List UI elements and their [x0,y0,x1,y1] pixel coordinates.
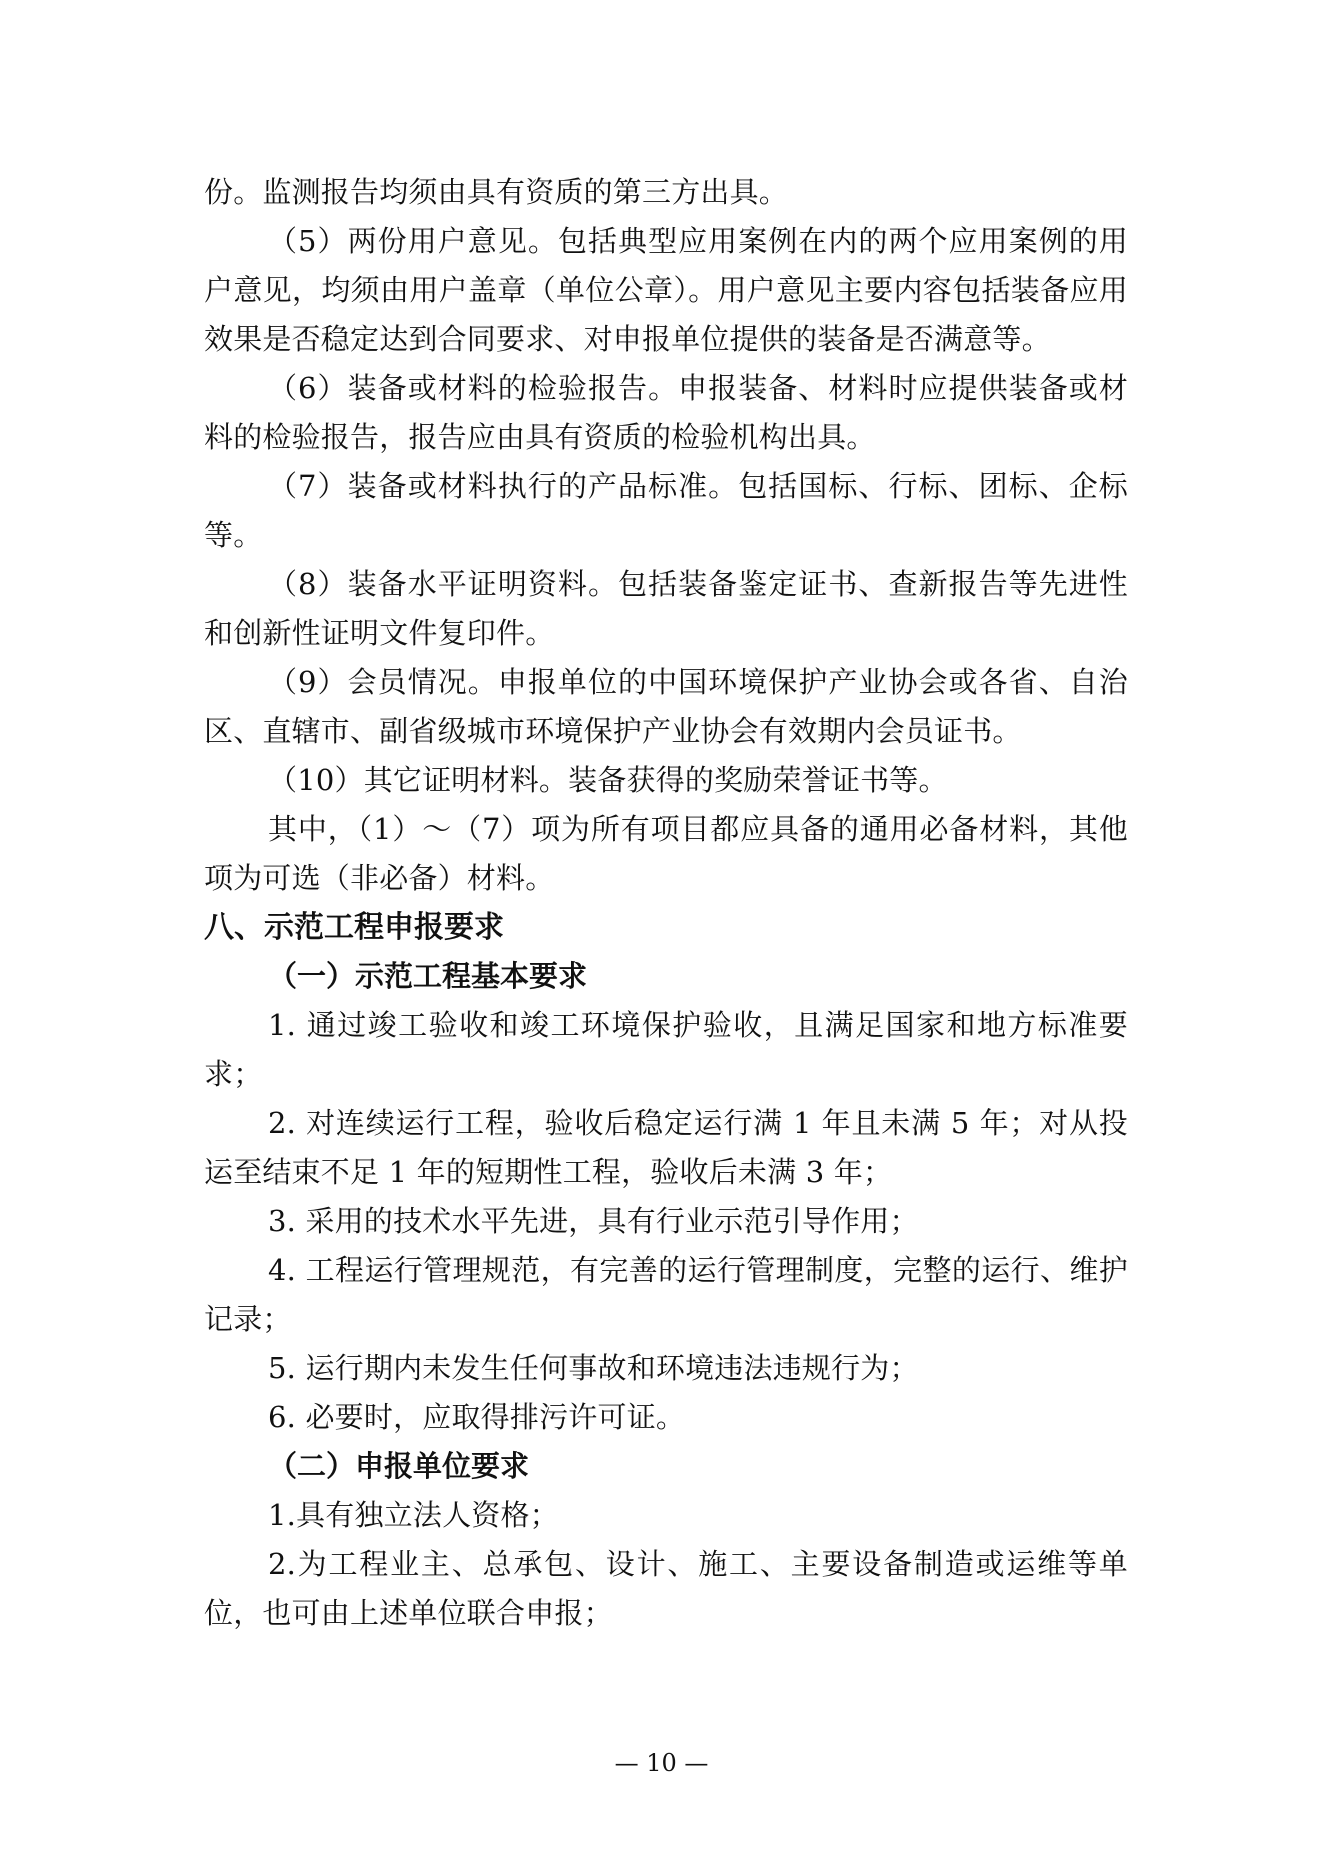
paragraph-item-10: （10）其它证明材料。装备获得的奖励荣誉证书等。 [268,763,948,797]
requirement-item: 4. 工程运行管理规范，有完善的运行管理制度，完整的运行、维护记录； [204,1253,1128,1336]
requirement-item: 2. 对连续运行工程，验收后稳定运行满 1 年且未满 5 年；对从投运至结束不足 1 年的短期性工程，验收后未满 3 年； [204,1106,1128,1189]
paragraph-item-8: （8）装备水平证明资料。包括装备鉴定证书、查新报告等先进性和创新性证明文件复印件。 [204,567,1128,650]
page-content [204,168,1128,1638]
page-number: — 10 — [614,1749,709,1777]
section-heading: 八、示范工程申报要求 [204,910,504,945]
subsection-heading-basic-requirements: （一）示范工程基本要求 [268,959,588,993]
applicant-requirement-item: 1.具有独立法人资格； [268,1498,559,1532]
paragraph-item-5: （5）两份用户意见。包括典型应用案例在内的两个应用案例的用户意见，均须由用户盖章（单位公章）。用户意见主要内容包括装备应用效果是否稳定达到合同要求、对申报单位提供的装备是否满意等。 [204,224,1128,356]
requirement-item: 3. 采用的技术水平先进，具有行业示范引导作用； [268,1204,919,1238]
paragraph-item-7: （7）装备或材料执行的产品标准。包括国标、行标、团标、企标等。 [204,469,1128,552]
requirement-item: 5. 运行期内未发生任何事故和环境违法违规行为； [268,1351,919,1385]
paragraph-item-6: （6）装备或材料的检验报告。申报装备、材料时应提供装备或材料的检验报告，报告应由具有资质的检验机构出具。 [204,371,1128,454]
requirement-item: 6. 必要时，应取得排污许可证。 [268,1400,686,1434]
subsection-heading-applicant-requirements: （二）申报单位要求 [268,1449,530,1483]
paragraph-summary: 其中，（1）～（7）项为所有项目都应具备的通用必备材料，其他项为可选（非必备）材料。 [204,812,1128,895]
requirement-item: 1. 通过竣工验收和竣工环境保护验收，且满足国家和地方标准要求； [204,1008,1128,1091]
paragraph-item-9: （9）会员情况。申报单位的中国环境保护产业协会或各省、自治区、直辖市、副省级城市环境保护产业协会有效期内会员证书。 [204,665,1128,748]
paragraph-continuation: 份。监测报告均须由具有资质的第三方出具。 [204,175,789,209]
applicant-requirement-item: 2.为工程业主、总承包、设计、施工、主要设备制造或运维等单位，也可由上述单位联合申报； [204,1547,1128,1630]
